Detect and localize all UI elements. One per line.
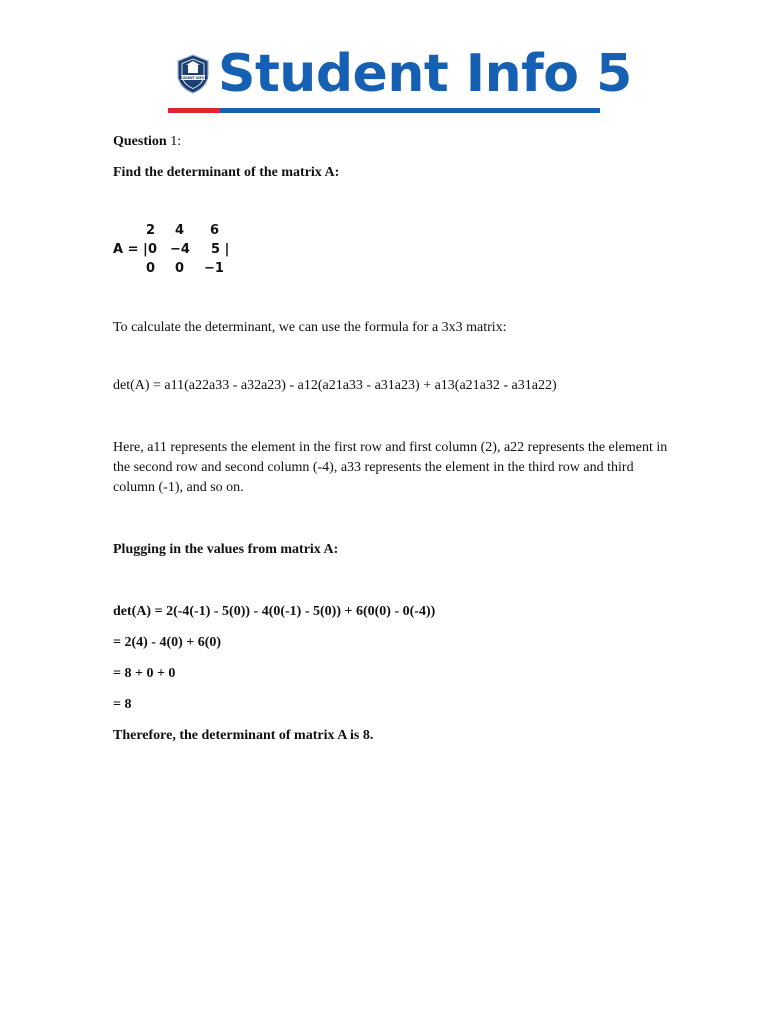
step-line: det(A) = 2(-4(-1) - 5(0)) - 4(0(-1) - 5(0)) + 6(0(0) - 0(-4)) [113,604,436,619]
document-body [113,132,673,746]
matrix-cell: 6 [210,223,220,238]
question-number: 1: [170,134,182,149]
matrix-cell: 4 [175,223,185,238]
intro-text: To calculate the determinant, we can use the formula for a 3x3 matrix: [113,320,507,335]
question-label [113,132,673,152]
matrix-lhs: A = | [113,242,148,257]
explanation-text: Here, a11 represents the element in the first row and first column (2), a22 represents the element in the second row and second column (-4), a33 represents the element in the third row and third column (-1), and so on. [113,440,668,495]
header-rule-red [168,108,220,113]
step-line: = 8 [113,697,132,712]
matrix-cell: 0 [175,261,185,276]
formula-text: det(A) = a11(a22a33 - a32a23) - a12(a21a33 - a31a23) + a13(a21a32 - a31a22) [113,378,557,393]
logo-text: STUDENT INFO 5 [178,76,208,80]
matrix-a [113,221,673,281]
conclusion-text: Therefore, the determinant of matrix A is 8. [113,728,374,743]
step-line: = 8 + 0 + 0 [113,666,176,681]
step-line: = 2(4) - 4(0) + 6(0) [113,635,222,650]
shield-logo-icon [176,54,210,94]
question-prompt: Find the determinant of the matrix A: [113,165,340,180]
plug-heading: Plugging in the values from matrix A: [113,542,339,557]
matrix-cell: −4 [170,242,190,257]
brand-title: Student Info 5 [218,44,632,104]
matrix-cell: 0 [148,242,158,257]
matrix-cell: −1 [204,261,224,276]
question-label-text: Question [113,134,167,149]
matrix-cell: 2 [146,223,156,238]
header-rule-blue [220,108,600,113]
header [168,44,632,114]
matrix-cell: 5 | [211,242,230,257]
matrix-cell: 0 [146,261,156,276]
